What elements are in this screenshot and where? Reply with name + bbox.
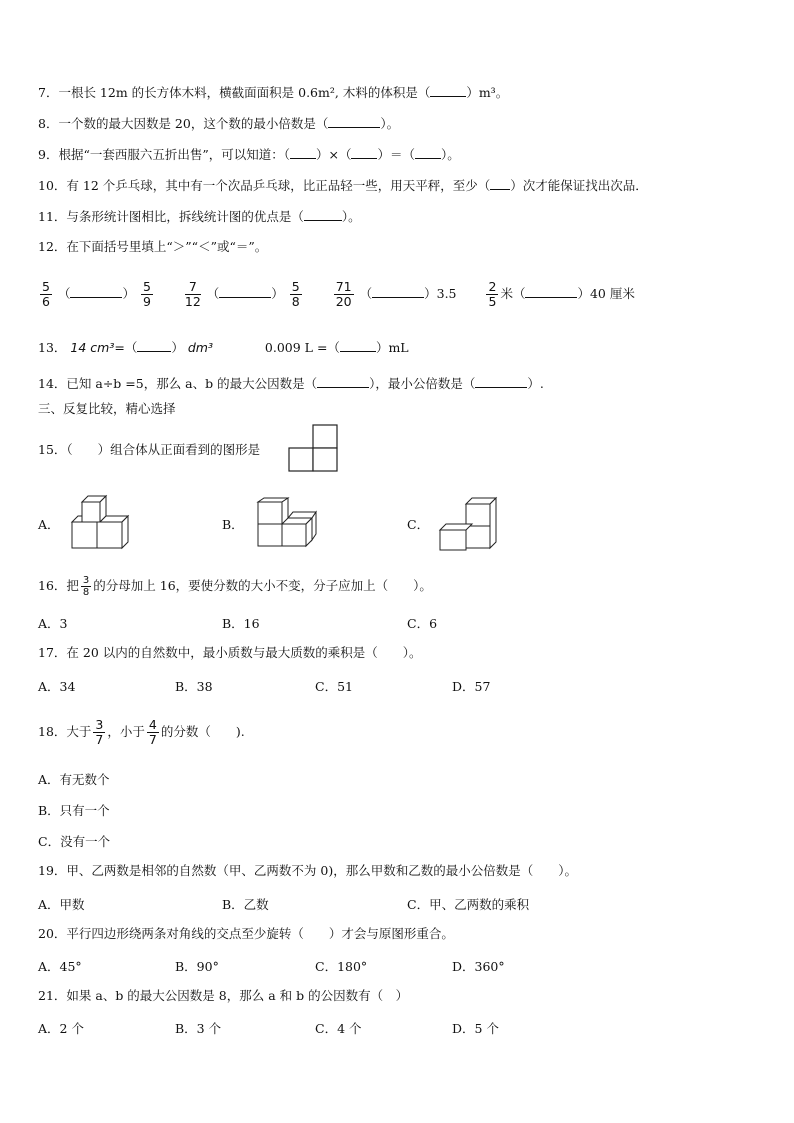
question-11 [38, 208, 361, 225]
answer-blank[interactable] [219, 285, 271, 298]
fraction: $\frac{7}{12}$ [184, 279, 201, 309]
question-12 [38, 239, 267, 255]
answer-blank[interactable] [372, 285, 424, 298]
q18-option-b[interactable]: B．只有一个 [38, 803, 110, 818]
q19-option-b[interactable]: B．乙数 [222, 897, 269, 912]
question-9 [38, 146, 460, 163]
q10-tail: ）次才能保证找出次品． [510, 178, 648, 193]
q8-text: 8．一个数的最大因数是 20，这个数的最小倍数是（ [38, 116, 329, 131]
fraction: $\frac{71}{20}$ [335, 279, 352, 309]
question-10 [38, 177, 648, 194]
q7-tail: ）m³。 [466, 85, 509, 100]
answer-blank[interactable] [415, 146, 441, 159]
q17-option-b[interactable]: B．38 [175, 679, 213, 694]
fraction: $\frac{5}{8}$ [291, 279, 300, 309]
question-8 [38, 115, 399, 132]
fraction: $\frac{3}{7}$ [95, 717, 104, 747]
question-21: 21．如果 a、b 的最大公因数是 8，那么 a 和 b 的公因数有（ ） [38, 988, 409, 1003]
q9-mid1: ）×（ [316, 147, 352, 162]
answer-blank[interactable] [340, 339, 376, 352]
q9-text: 9．根据“一套西服六五折出售”，可以知道：（ [38, 147, 290, 162]
question-17: 17．在 20 以内的自然数中，最小质数与最大质数的乘积是（ ）。 [38, 645, 422, 660]
q12-value: 3.5 [436, 286, 457, 301]
q18-option-a[interactable]: A．有无数个 [38, 772, 110, 787]
q20-option-b[interactable]: B．90° [175, 959, 219, 974]
question-16: 16．把 $\frac{3}{8}$ 的分母加上 16，要使分数的大小不变，分子应加上（ ）。 [38, 575, 432, 598]
q7-text: 7．一根长 12m 的长方体木料，横截面面积是 0.6m², 木料的体积是（ [38, 85, 431, 100]
cube-figure-b[interactable] [257, 498, 319, 548]
q15-option-a-label[interactable]: A． [38, 517, 60, 532]
q8-tail: ）。 [380, 116, 400, 131]
answer-blank[interactable] [317, 375, 369, 388]
question-18: 18．大于 $\frac{3}{7}$ ，小于 $\frac{4}{7}$ 的分数（ ). [38, 717, 245, 747]
answer-blank[interactable] [137, 339, 171, 352]
fraction: $\frac{5}{6}$ [42, 279, 50, 309]
q13-label: 13． [38, 340, 67, 355]
question-7 [38, 84, 508, 101]
answer-blank[interactable] [430, 84, 466, 97]
q11-text: 11．与条形统计图相比，拆线统计图的优点是（ [38, 209, 304, 224]
question-19: 19．甲、乙两数是相邻的自然数（甲、乙两数不为 0)，那么甲数和乙数的最小公倍数是（ ）。 [38, 863, 577, 878]
question-20: 20．平行四边形绕两条对角线的交点至少旋转（ ）才会与原图形重合。 [38, 926, 454, 941]
q19-option-a[interactable]: A．甲数 [38, 897, 85, 912]
q9-tail: ）。 [441, 147, 460, 162]
q15-option-b-label[interactable]: B． [222, 517, 244, 532]
q21-option-c[interactable]: C．4 个 [315, 1021, 362, 1036]
q10-text: 10．有 12 个乒乓球，其中有一个次品乒乓球，比正品轻一些，用天平秤，至少（ [38, 178, 491, 193]
q19-option-c[interactable]: C．甲、乙两数的乘积 [407, 897, 530, 912]
section-heading: 三、反复比较，精心选择 [38, 401, 176, 416]
cube-figure-c[interactable] [438, 498, 500, 552]
question-13: 13． 14 cm³=（ ） dm³ 0.009 L =（ ）mL [38, 340, 409, 355]
fraction: $\frac{2}{5}$ [488, 279, 497, 309]
q20-option-d[interactable]: D．360° [452, 959, 505, 974]
q17-option-c[interactable]: C．51 [315, 679, 353, 694]
q12-value: 40 厘米 [589, 286, 635, 301]
answer-blank[interactable] [490, 177, 510, 190]
answer-blank[interactable] [525, 285, 577, 298]
q17-option-a[interactable]: A．34 [38, 679, 76, 694]
answer-blank[interactable] [475, 375, 527, 388]
q15-text: 15．（ ）组合体从正面看到的图形是 [38, 442, 261, 457]
fraction: $\frac{3}{8}$ [82, 575, 90, 598]
answer-blank[interactable] [304, 208, 342, 221]
q16-option-c[interactable]: C．6 [407, 616, 438, 631]
cube-figure-a[interactable] [70, 494, 132, 550]
q21-option-a[interactable]: A．2 个 [38, 1021, 84, 1036]
front-view-figure [289, 424, 341, 474]
answer-blank[interactable] [290, 146, 316, 159]
question-14: 14．已知 a÷b =5，那么 a、b 的最大公因数是（ ），最小公倍数是（ ）. [38, 376, 544, 391]
q21-option-b[interactable]: B．3 个 [175, 1021, 222, 1036]
q9-mid2: ）＝（ [377, 147, 415, 162]
q11-tail: ）。 [341, 209, 361, 224]
q12-comparisons: $\frac{5}{6}$ （ ） $\frac{5}{9}$ $\frac{7}{12}$ （ ） $\frac{5}{8}$ $\frac{71}{20}$ （ ）3.5 $\frac{2}{5}$ 米（ ）40 厘米 [42, 279, 635, 309]
q17-option-d[interactable]: D．57 [452, 679, 491, 694]
q20-option-a[interactable]: A．45° [38, 959, 82, 974]
answer-blank[interactable] [70, 285, 122, 298]
q18-option-c[interactable]: C．没有一个 [38, 834, 111, 849]
q21-option-d[interactable]: D．5 个 [452, 1021, 499, 1036]
q14-text: 14．已知 a÷b =5，那么 a、b 的最大公因数是（ [38, 376, 318, 391]
q12-text: 12．在下面括号里填上“＞”“＜”或“＝”。 [38, 239, 268, 254]
q20-option-c[interactable]: C．180° [315, 959, 368, 974]
fraction: $\frac{4}{7}$ [148, 717, 157, 747]
q15-option-c-label[interactable]: C． [407, 517, 430, 532]
q16-option-a[interactable]: A．3 [38, 616, 68, 631]
q16-option-b[interactable]: B．16 [222, 616, 260, 631]
fraction: $\frac{5}{9}$ [142, 279, 151, 309]
answer-blank[interactable] [328, 115, 380, 128]
answer-blank[interactable] [351, 146, 377, 159]
